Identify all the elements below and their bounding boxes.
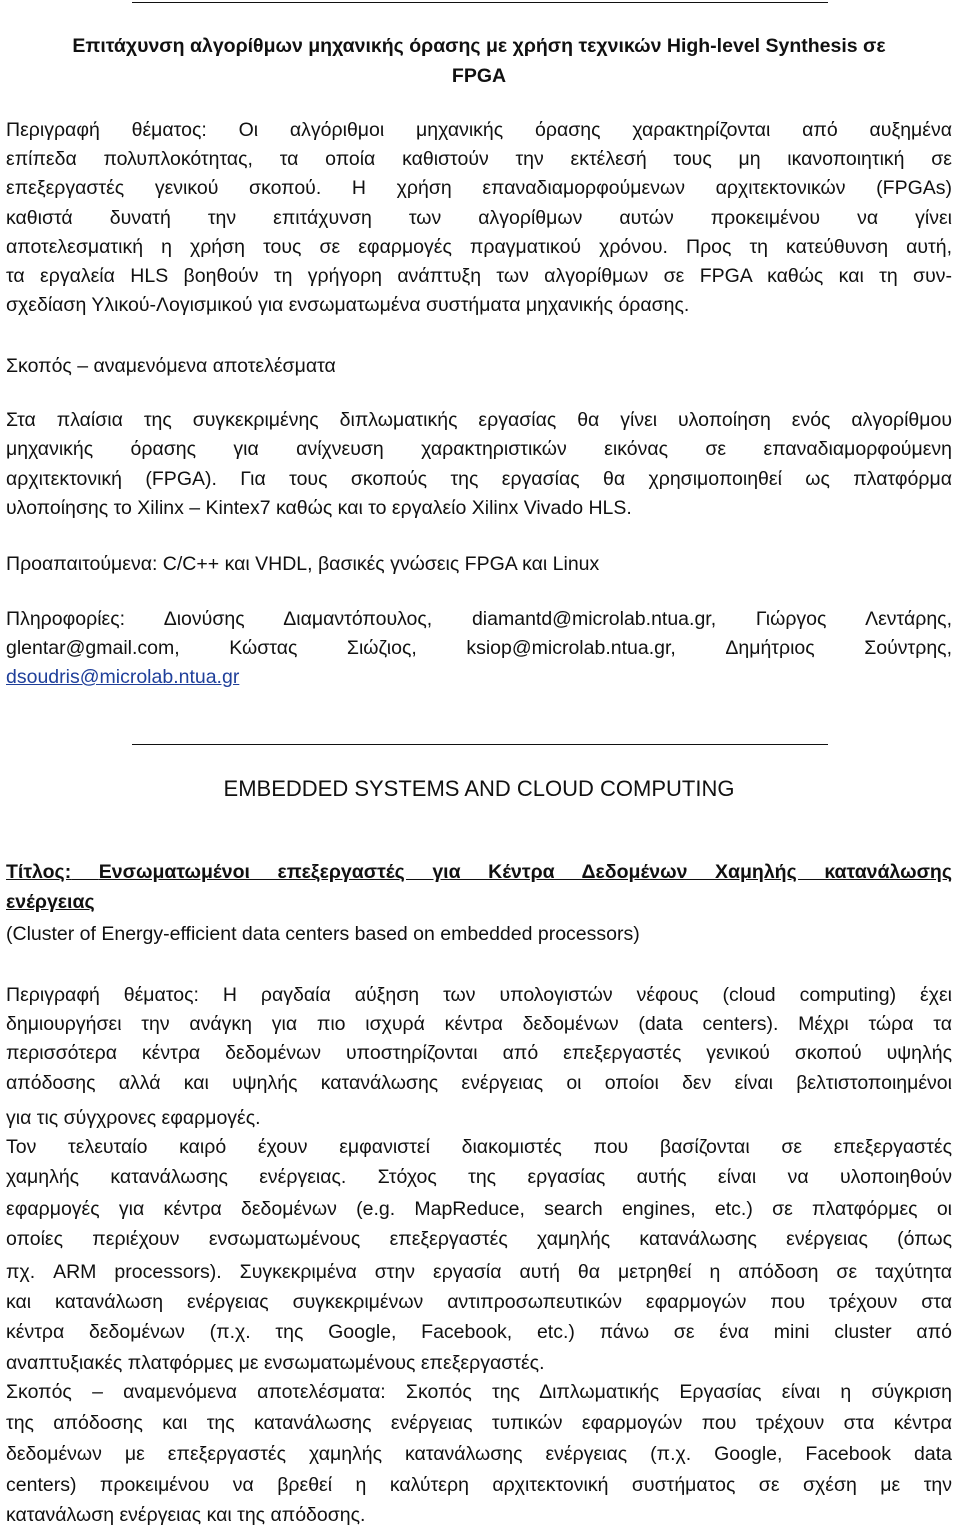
section2-description-line: για τις σύγχρονες εφαρμογές. [6, 1107, 261, 1129]
section2-heading: EMBEDDED SYSTEMS AND CLOUD COMPUTING [223, 776, 735, 801]
section2-description-line: Περιγραφή θέματος: Η ραγδαία αύξηση των υπολογιστών νέφους (cloud computing) έχει [6, 984, 952, 1006]
section1-info-link-line [6, 663, 952, 692]
section2-title-line2 [6, 888, 952, 917]
section1-info-line1: Πληροφορίες: Διονύσης Διαμαντόπουλος, diamantd@microlab.ntua.gr, Γιώργος Λεντάρης, [6, 608, 952, 630]
section1-description-line: τα εργαλεία HLS βοηθούν τη γρήγορη ανάπτυξη των αλγορίθμων σε FPGA καθώς και τη συν- [6, 265, 952, 287]
section2-description-line: δημιουργήσει την ανάγκη για πιο ισχυρά κέντρα δεδομένων (data centers). Μέχρι τώρα τα [6, 1013, 952, 1035]
section1-info-line2: glentar@gmail.com, Κώστας Σιώζιος, ksiop@microlab.ntua.gr, Δημήτριος Σούντρης, [6, 637, 952, 659]
section2-description-line: Σκοπός – αναμενόμενα αποτελέσματα: Σκοπός της Διπλωματικής Εργασίας είναι η σύγκριση [6, 1381, 952, 1403]
section2-description-line: απόδοσης αλλά και υψηλής κατανάλωσης ενέργειας οι οποίοι δεν είναι βελτιστοποιημένοι [6, 1072, 952, 1094]
section1-description-line: αποτελεσματική η χρήση τους σε εφαρμογές πραγματικού χρόνου. Προς τη κατεύθυνση αυτή, [6, 236, 952, 258]
middle-divider [132, 744, 828, 745]
section2-title-line2-text: ενέργειας [6, 891, 95, 913]
section1-description-line: επίπεδα πολυπλοκότητας, τα οποία καθιστούν την εκτέλεσή τους μη ικανοποιητική σε [6, 148, 952, 170]
section2-description-line: περισσότερα κέντρα δεδομένων υποστηρίζονται από επεξεργαστές γενικού σκοπού υψηλής [6, 1042, 952, 1064]
section1-title-line2: FPGA [451, 65, 507, 87]
section2-description-line: οποίες περιέχουν ενσωματωμένους επεξεργαστές χαμηλής κατανάλωσης ενέργειας (όπως [6, 1228, 952, 1250]
section1-goals-line: Στα πλαίσια της συγκεκριμένης διπλωματικής εργασίας θα γίνει υλοποίηση ενός αλγορίθμου [6, 409, 952, 431]
section2-description-line: της απόδοσης και της κατανάλωσης ενέργειας τυπικών εφαρμογών που τρέχουν στα κέντρα [6, 1412, 952, 1434]
section2-description-line: κατανάλωση ενέργειας και της απόδοσης. [6, 1504, 366, 1526]
section2-description-line: αναπτυξιακές πλατφόρμες με ενσωματωμένους επεξεργαστές. [6, 1352, 545, 1374]
section2-description-line: Τον τελευταίο καιρό έχουν εμφανιστεί διακομιστές που βασίζονται σε επεξεργαστές [6, 1136, 952, 1158]
section1-goals-heading: Σκοπός – αναμενόμενα αποτελέσματα [6, 355, 336, 377]
section2-description-line: κέντρα δεδομένων (π.χ. της Google, Facebook, etc.) πάνω σε ένα mini cluster από [6, 1321, 952, 1343]
section2-title-text: Ενσωματωμένοι επεξεργαστές για Κέντρα Δεδομένων Χαμηλής κατανάλωσης [98, 861, 952, 883]
section1-description-line: επεξεργαστές γενικού σκοπού. Η χρήση επαναδιαμορφούμενων αρχιτεκτονικών (FPGAs) [6, 177, 952, 199]
section1-goals-line: υλοποίησης το Xilinx – Kintex7 καθώς και το εργαλείο Xilinx Vivado HLS. [6, 497, 632, 519]
section2-title-line1 [6, 858, 952, 887]
section2-description-line: χαμηλής κατανάλωσης ενέργειας. Στόχος της εργασίας αυτής είναι να υλοποιηθούν [6, 1166, 952, 1188]
section2-title-label: Τίτλος: [6, 861, 72, 883]
section1-title-line1: Επιτάχυνση αλγορίθμων μηχανικής όρασης με χρήση τεχνικών High-level Synthesis σε [72, 35, 886, 57]
section2-description-line: πχ. ARM processors). Συγκεκριμένα στην εργασία αυτή θα μετρηθεί η απόδοση σε ταχύτητα [6, 1261, 952, 1283]
section1-description-line: Περιγραφή θέματος: Οι αλγόριθμοι μηχανικής όρασης χαρακτηρίζονται από αυξημένα [6, 119, 952, 141]
top-divider [132, 2, 828, 3]
section1-description-line: καθιστά δυνατή την επιτάχυνση των αλγορίθμων αυτών προκειμένου να γίνει [6, 207, 952, 229]
section1-goals-line: μηχανικής όρασης για ανίχνευση χαρακτηριστικών εικόνας σε επαναδιαμορφούμενη [6, 438, 952, 460]
email-link[interactable]: dsoudris@microlab.ntua.gr [6, 666, 240, 688]
section1-prerequisites: Προαπαιτούμενα: C/C++ και VHDL, βασικές γνώσεις FPGA και Linux [6, 553, 600, 575]
section1-description-line: σχεδίαση Υλικού-Λογισμικού για ενσωματωμένα συστήματα μηχανικής όρασης. [6, 294, 690, 316]
section1-goals-line: αρχιτεκτονική (FPGA). Για τους σκοπούς της εργασίας θα χρησιμοποιηθεί ως πλατφόρμα [6, 468, 952, 490]
section2-subtitle: (Cluster of Energy-efficient data centers based on embedded processors) [6, 923, 640, 945]
section2-description-line: δεδομένων με επεξεργαστές χαμηλής κατανάλωσης ενέργειας (π.χ. Google, Facebook data [6, 1443, 952, 1465]
section2-description-line: centers) προκειμένου να βρεθεί η καλύτερη αρχιτεκτονική συστήματος σε σχέση με την [6, 1474, 952, 1496]
section2-description-line: και κατανάλωση ενέργειας συγκεκριμένων αντιπροσωπευτικών εφαρμογών που τρέχουν στα [6, 1291, 952, 1313]
section2-description-line: εφαρμογές για κέντρα δεδομένων (e.g. MapReduce, search engines, etc.) σε πλατφόρμες οι [6, 1198, 952, 1220]
